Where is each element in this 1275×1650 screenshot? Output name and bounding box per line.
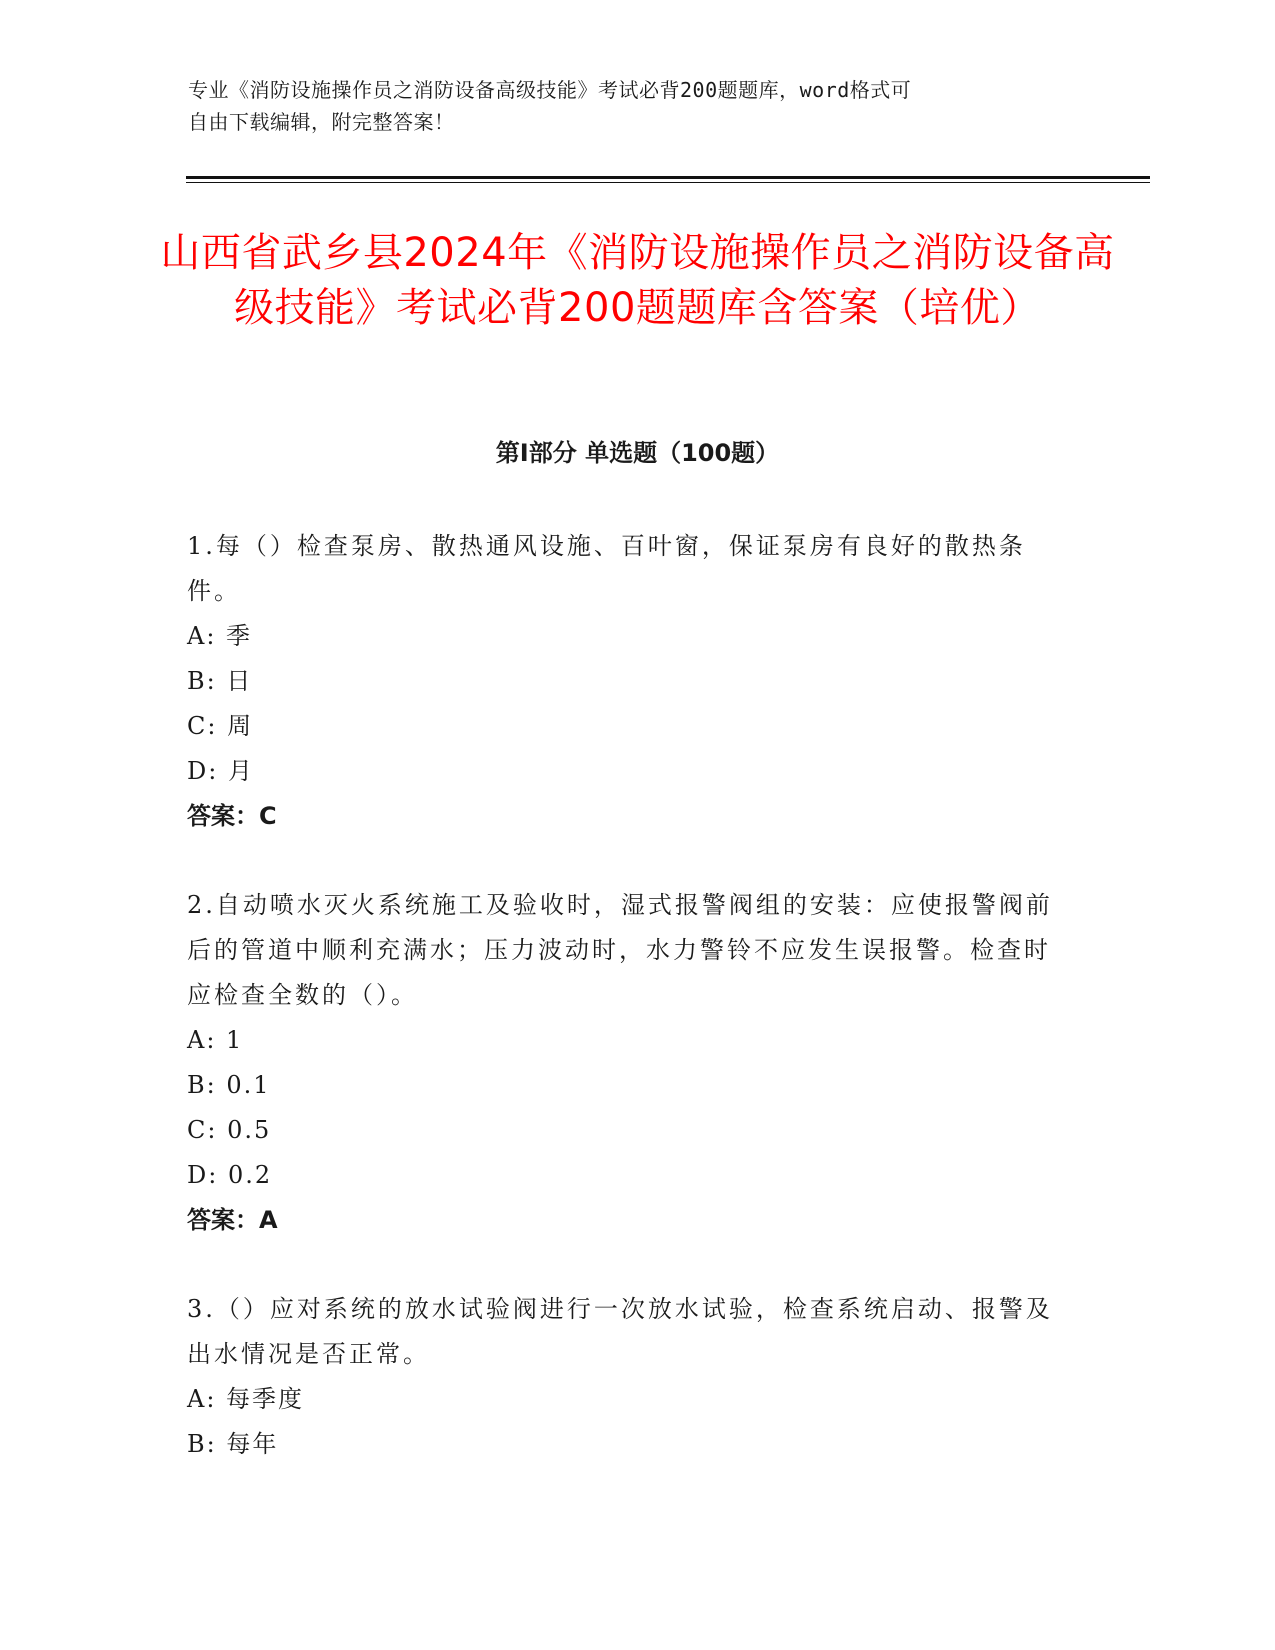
section-heading: 第Ⅰ部分 单选题（100题）	[495, 439, 780, 467]
option-d: D: 月	[187, 757, 254, 785]
question-stem: 2.自动喷水灭火系统施工及验收时，湿式报警阀组的安装：应使报警阀前后的管道中顺利充满水；压力波动时，水力警铃不应发生误报警。检查时应检查全数的（）。	[187, 891, 1053, 1009]
option-c: C: 周	[187, 712, 254, 740]
option-b: B: 0.1	[187, 1071, 271, 1099]
question-2	[187, 883, 1067, 1243]
header-note	[188, 74, 1068, 138]
question-3	[187, 1287, 1067, 1467]
question-stem: 3.（）应对系统的放水试验阀进行一次放水试验，检查系统启动、报警及出水情况是否正常。	[187, 1295, 1053, 1368]
header-note-line-1: 专业《消防设施操作员之消防设备高级技能》考试必背200题题库，word格式可	[188, 78, 912, 102]
question-stem: 1.每（）检查泵房、散热通风设施、百叶窗，保证泵房有良好的散热条件。	[187, 532, 1026, 605]
header-note-line-2: 自由下载编辑，附完整答案！	[188, 110, 455, 134]
document-title: 山西省武乡县2024年《消防设施操作员之消防设备高级技能》考试必背200题题库含答案（培优）	[160, 230, 1115, 331]
option-a: A: 1	[187, 1026, 244, 1054]
option-a: A: 季	[187, 622, 253, 650]
answer: 答案：C	[187, 802, 277, 830]
option-c: C: 0.5	[187, 1116, 272, 1144]
answer: 答案：A	[187, 1206, 278, 1234]
option-b: B: 日	[187, 667, 253, 695]
question-list	[187, 524, 1067, 1511]
question-1	[187, 524, 1067, 839]
header-divider-thin	[186, 182, 1150, 183]
option-b: B: 每年	[187, 1430, 279, 1458]
option-d: D: 0.2	[187, 1161, 273, 1189]
option-a: A: 每季度	[187, 1385, 305, 1413]
header-divider-thick	[186, 176, 1150, 179]
